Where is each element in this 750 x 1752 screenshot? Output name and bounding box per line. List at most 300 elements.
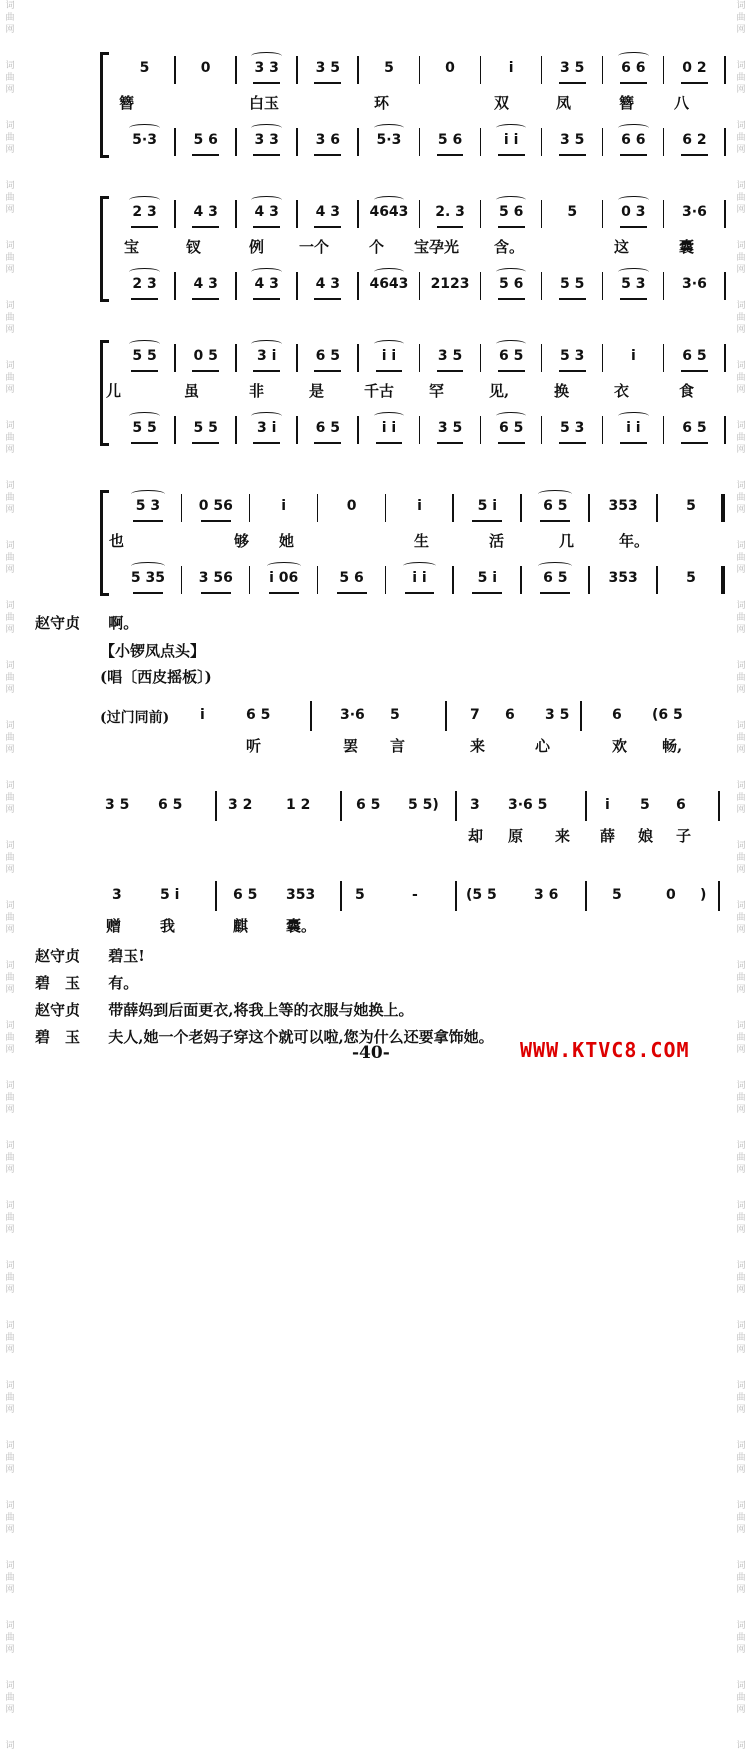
watermark-glyph: 曲 [5, 73, 15, 83]
watermark-glyph: 曲 [736, 73, 746, 83]
bar-line [310, 701, 312, 731]
watermark-glyph: 网 [5, 685, 15, 695]
lyric-syllable: 簪 [619, 94, 635, 112]
watermark-glyph: 网 [736, 1105, 746, 1115]
watermark-glyph: 词 [736, 481, 746, 491]
watermark-glyph: 曲 [5, 673, 15, 683]
watermark-glyph: 网 [5, 925, 15, 935]
watermark-glyph: 网 [5, 745, 15, 755]
speaker-name: 赵守贞 [35, 614, 81, 632]
dialog-text: 夫人,她一个老妈子穿这个就可以啦,您为什么还要拿饰她。 [108, 1028, 494, 1046]
watermark-glyph: 网 [5, 445, 15, 455]
note-group: 6 2 [682, 132, 707, 148]
watermark-glyph: 网 [736, 685, 746, 695]
dialog-line [35, 972, 138, 993]
beam-underline [437, 226, 464, 228]
lyric-syllable: 这 [614, 238, 630, 256]
lyric-syllable: 例 [249, 238, 265, 256]
note-group: i [605, 797, 610, 813]
dialog-text: 有。 [108, 974, 139, 992]
lyric-syllable: 畅, [662, 737, 683, 755]
interlude-marker: (过门同前) [100, 710, 170, 726]
beam-underline [437, 442, 464, 444]
beam-underline [192, 226, 219, 228]
accompaniment-row [114, 276, 725, 306]
bar-line [724, 128, 726, 156]
note-group: 6 6 [621, 132, 646, 148]
note-group: 6 5 [682, 420, 707, 436]
watermark-glyph: 曲 [736, 493, 746, 503]
watermark-glyph: 词 [736, 301, 746, 311]
watermark-glyph: 网 [736, 1525, 746, 1535]
watermark-glyph: 网 [5, 1645, 15, 1655]
note-group: 6 5 [158, 797, 183, 813]
note-group: 5 i [477, 570, 498, 586]
watermark-glyph: 曲 [5, 1393, 15, 1403]
lyric-syllable: 见, [489, 382, 510, 400]
watermark-glyph: 网 [736, 265, 746, 275]
watermark-glyph: 网 [736, 505, 746, 515]
note-group: 0 56 [198, 498, 233, 514]
slur-mark [618, 412, 649, 420]
dialog-text: 啊。 [108, 614, 139, 632]
note-group: 3 56 [198, 570, 233, 586]
lyric-syllable: 簪 [119, 94, 135, 112]
watermark-glyph: 曲 [736, 553, 746, 563]
watermark-glyph: 曲 [736, 1213, 746, 1223]
watermark-glyph: 词 [5, 661, 15, 671]
watermark-glyph: 曲 [5, 313, 15, 323]
watermark-glyph: 网 [736, 445, 746, 455]
speaker-name: 赵守贞 [35, 1001, 81, 1019]
watermark-glyph: 词 [5, 1741, 15, 1751]
watermark-glyph: 网 [736, 1585, 746, 1595]
bar-line [724, 272, 726, 300]
watermark-glyph: 词 [736, 1201, 746, 1211]
note-group: 5 6 [498, 276, 524, 292]
score-system-1 [100, 52, 725, 160]
note-group: 5 6 [193, 132, 218, 148]
note-group: 6 5 [498, 348, 524, 364]
note-group: 3 5 [437, 420, 463, 436]
watermark-glyph: 词 [736, 1621, 746, 1631]
watermark-glyph: 网 [5, 145, 15, 155]
lyric-syllable: 薛 [600, 827, 616, 845]
slur-mark [496, 412, 527, 420]
lyric-syllable: 子 [676, 827, 692, 845]
lyric-syllable: 麒 [233, 917, 249, 935]
beam-underline [620, 298, 647, 300]
watermark-glyph: 词 [736, 721, 746, 731]
watermark-glyph: 词 [5, 1441, 15, 1451]
watermark-glyph: 网 [5, 1225, 15, 1235]
lyric-syllable: 她 [279, 532, 295, 550]
note-group: 5 i [477, 498, 498, 514]
beam-underline [133, 520, 163, 522]
watermark-glyph: 词 [5, 241, 15, 251]
lyric-syllable: 够 [234, 532, 250, 550]
slur-mark [251, 196, 282, 204]
beam-underline [192, 298, 219, 300]
watermark-glyph: 词 [736, 1141, 746, 1151]
beam-underline [314, 154, 341, 156]
left-watermark [2, 0, 18, 1751]
watermark-glyph: 曲 [736, 1453, 746, 1463]
note-group: 6 5 [315, 348, 341, 364]
watermark-glyph: 曲 [736, 1333, 746, 1343]
note-group: 5 3 [135, 498, 161, 514]
watermark-glyph: 曲 [736, 1693, 746, 1703]
lyric-syllable: 却 [468, 827, 484, 845]
note-group: 6 5 [246, 707, 271, 723]
watermark-glyph: 曲 [5, 793, 15, 803]
watermark-glyph: 网 [736, 205, 746, 215]
watermark-glyph: 曲 [5, 1573, 15, 1583]
beam-underline [681, 370, 708, 372]
note-group: 0 5 [193, 348, 218, 364]
watermark-glyph: 词 [5, 421, 15, 431]
watermark-glyph: 词 [736, 661, 746, 671]
lyric-syllable: 我 [160, 917, 176, 935]
lyrics-row [106, 380, 725, 404]
watermark-glyph: 词 [736, 361, 746, 371]
beam-underline [337, 592, 367, 594]
beam-underline [314, 82, 341, 84]
watermark-glyph: 曲 [736, 13, 746, 23]
note-group: 5 6 [339, 570, 364, 586]
watermark-glyph: 曲 [736, 313, 746, 323]
note-group: i [281, 498, 287, 514]
bar-line [580, 701, 582, 731]
beam-underline [681, 154, 708, 156]
note-group: 3 5 [560, 60, 585, 76]
note-group: 3 3 [254, 132, 279, 148]
watermark-glyph: 曲 [736, 1573, 746, 1583]
watermark-glyph: 网 [736, 1045, 746, 1055]
dialog-line [35, 612, 138, 633]
lyric-syllable: 心 [535, 737, 551, 755]
beam-underline [253, 226, 280, 228]
note-group: 3 6 [534, 887, 559, 903]
slur-mark [618, 124, 649, 132]
watermark-glyph: 曲 [5, 1033, 15, 1043]
watermark-glyph: 网 [736, 1645, 746, 1655]
beam-underline [681, 442, 708, 444]
note-group: i i [626, 420, 641, 436]
lyric-syllable: 囊 [679, 238, 695, 256]
watermark-glyph: 网 [5, 865, 15, 875]
beam-underline [559, 442, 586, 444]
watermark-glyph: 词 [5, 181, 15, 191]
slur-mark [129, 268, 160, 276]
watermark-glyph: 词 [5, 1261, 15, 1271]
watermark-glyph: 网 [736, 1465, 746, 1475]
watermark-glyph: 词 [5, 121, 15, 131]
watermark-glyph: 网 [736, 1345, 746, 1355]
watermark-glyph: 网 [736, 25, 746, 35]
note-group: 5 [139, 60, 150, 76]
watermark-glyph: 曲 [736, 1393, 746, 1403]
beam-underline [131, 298, 158, 300]
lyric-syllable: 生 [414, 532, 430, 550]
watermark-glyph: 曲 [5, 253, 15, 263]
lyric-syllable: 白玉 [249, 94, 280, 112]
watermark-glyph: 网 [5, 1525, 15, 1535]
note-group: 0 [445, 60, 455, 76]
note-group: i [630, 348, 636, 364]
watermark-glyph: 曲 [736, 433, 746, 443]
melody-row [114, 498, 725, 528]
watermark-glyph: 曲 [736, 193, 746, 203]
beam-underline [620, 226, 647, 228]
system-brace [100, 52, 109, 158]
note-group: 3 5 [315, 60, 341, 76]
watermark-glyph: 词 [736, 121, 746, 131]
bar-line [445, 701, 447, 731]
beam-underline [131, 370, 158, 372]
beam-underline [559, 82, 586, 84]
note-group: 3 3 [254, 60, 279, 76]
note-group: i 06 [269, 570, 299, 586]
lyric-syllable: 几 [559, 532, 575, 550]
watermark-glyph: 曲 [5, 913, 15, 923]
watermark-glyph: 网 [5, 1585, 15, 1595]
watermark-glyph: 曲 [5, 553, 15, 563]
watermark-glyph: 曲 [5, 1633, 15, 1643]
note-group: i [508, 60, 514, 76]
slur-mark [251, 340, 282, 348]
note-group: 3·6 [682, 204, 707, 220]
note-group: 2. 3 [435, 204, 465, 220]
note-group: 5 6 [498, 204, 524, 220]
watermark-glyph: 词 [5, 1381, 15, 1391]
watermark-glyph: 网 [5, 205, 15, 215]
page-number: -40- [352, 1043, 390, 1063]
watermark-glyph: 网 [5, 1045, 15, 1055]
watermark-glyph: 网 [736, 1285, 746, 1295]
slur-mark [374, 340, 405, 348]
note-group: 6 5 [682, 348, 707, 364]
watermark-glyph: 网 [736, 1225, 746, 1235]
lyric-syllable: 年。 [619, 532, 650, 550]
note-group: 3 i [257, 348, 277, 364]
watermark-glyph: 词 [736, 241, 746, 251]
watermark-glyph: 网 [736, 625, 746, 635]
watermark-glyph: 网 [736, 1705, 746, 1715]
slur-mark [496, 340, 527, 348]
dialog-text: 带薛妈到后面更衣,将我上等的衣服与她换上。 [108, 1001, 414, 1019]
slur-mark [374, 412, 405, 420]
watermark-glyph: 曲 [5, 193, 15, 203]
note-group: (5 5 [466, 887, 497, 903]
beam-underline [498, 370, 525, 372]
bar-line [718, 791, 720, 821]
watermark-glyph: 词 [5, 1, 15, 11]
slur-mark [538, 490, 572, 498]
watermark-glyph: 网 [5, 1285, 15, 1295]
note-group: 3 [470, 797, 480, 813]
lyric-syllable: 千古 [364, 382, 395, 400]
watermark-glyph: 词 [5, 1081, 15, 1091]
slur-mark [251, 412, 282, 420]
beam-underline [540, 592, 570, 594]
note-group: 0 [200, 60, 211, 76]
watermark-glyph: 曲 [5, 433, 15, 443]
note-group: 3 2 [228, 797, 253, 813]
watermark-glyph: 词 [736, 61, 746, 71]
note-group: 5·3 [132, 132, 157, 148]
watermark-glyph: 曲 [736, 613, 746, 623]
lyric-syllable: 凤 [556, 94, 572, 112]
watermark-glyph: 网 [5, 1345, 15, 1355]
lyric-syllable: 钗 [186, 238, 202, 256]
beam-underline [314, 298, 341, 300]
watermark-glyph: 网 [5, 625, 15, 635]
beam-underline [376, 442, 403, 444]
watermark-glyph: 词 [5, 361, 15, 371]
lyrics-row [109, 530, 725, 554]
watermark-glyph: 网 [5, 85, 15, 95]
watermark-glyph: 词 [5, 541, 15, 551]
beam-underline [253, 442, 280, 444]
lyrics-row [114, 236, 725, 260]
watermark-glyph: 词 [736, 1441, 746, 1451]
slur-mark [251, 52, 282, 60]
slur-mark [538, 562, 572, 570]
watermark-glyph: 曲 [5, 1093, 15, 1103]
bar-line [340, 791, 342, 821]
lyric-syllable: 囊。 [286, 917, 317, 935]
final-bar-line [721, 494, 725, 522]
beam-underline [559, 154, 586, 156]
watermark-glyph: 网 [736, 865, 746, 875]
bar-line [724, 200, 726, 228]
beam-underline [472, 592, 502, 594]
lyric-syllable: 娘 [638, 827, 654, 845]
slur-mark [129, 340, 160, 348]
lyric-syllable: 活 [489, 532, 505, 550]
note-group: 4643 [369, 204, 409, 220]
watermark-glyph: 词 [736, 1261, 746, 1271]
beam-underline [437, 154, 464, 156]
note-group: 353 [608, 570, 638, 586]
speaker-name: 碧 玉 [35, 974, 81, 992]
beam-underline [498, 226, 525, 228]
melody-row [114, 60, 725, 90]
lyric-syllable: 罢 [343, 737, 359, 755]
speaker-name: 赵守贞 [35, 947, 81, 965]
watermark-glyph: 曲 [5, 1213, 15, 1223]
watermark-glyph: 词 [736, 421, 746, 431]
beam-underline [540, 520, 570, 522]
beam-underline [681, 82, 708, 84]
beam-underline [253, 370, 280, 372]
note-group: 4 3 [254, 204, 279, 220]
note-group: 5 5 [560, 276, 585, 292]
note-group: 3·6 5 [508, 797, 548, 813]
note-group: 4 3 [254, 276, 279, 292]
beam-underline [620, 82, 647, 84]
watermark-glyph: 网 [5, 385, 15, 395]
beam-underline [269, 592, 299, 594]
watermark-glyph: 曲 [736, 673, 746, 683]
watermark-glyph: 词 [736, 1081, 746, 1091]
beam-underline [314, 442, 341, 444]
watermark-glyph: 词 [736, 901, 746, 911]
note-group: 4 3 [193, 204, 218, 220]
beam-underline [498, 154, 525, 156]
note-group: 5·3 [376, 132, 402, 148]
watermark-glyph: 曲 [5, 373, 15, 383]
bar-line [724, 56, 726, 84]
note-group: i [200, 707, 205, 723]
note-group: 5 3 [560, 348, 585, 364]
note-group: 5 [567, 204, 578, 220]
watermark-glyph: 网 [736, 745, 746, 755]
watermark-glyph: 曲 [5, 733, 15, 743]
note-group: 3·6 [340, 707, 365, 723]
lyric-syllable: 一个 [299, 238, 330, 256]
watermark-glyph: 网 [5, 1405, 15, 1415]
watermark-glyph: 词 [5, 1681, 15, 1691]
beam-underline [559, 370, 586, 372]
site-watermark: WWW.KTVC8.COM [520, 1038, 690, 1062]
note-group: 3 [112, 887, 122, 903]
lyric-syllable: 含。 [494, 238, 525, 256]
note-group: 4 3 [315, 204, 341, 220]
bar-line [724, 416, 726, 444]
slur-mark [618, 268, 649, 276]
beam-underline [133, 592, 163, 594]
watermark-glyph: 词 [5, 301, 15, 311]
watermark-glyph: 词 [736, 541, 746, 551]
lyric-syllable: 个 [369, 238, 385, 256]
note-group: 3 5 [545, 707, 570, 723]
note-group: i i [503, 132, 519, 148]
watermark-glyph: 曲 [736, 853, 746, 863]
system-brace [100, 196, 109, 302]
slur-mark [496, 268, 527, 276]
stage-direction: (唱〔西皮摇板〕) [100, 668, 212, 686]
watermark-glyph: 曲 [736, 1153, 746, 1163]
melody-row [114, 204, 725, 234]
note-group: 6 [676, 797, 686, 813]
lyric-syllable: 来 [470, 737, 486, 755]
watermark-glyph: 词 [5, 1201, 15, 1211]
watermark-glyph: 曲 [736, 973, 746, 983]
note-group: 2 3 [132, 204, 157, 220]
watermark-glyph: 曲 [736, 1513, 746, 1523]
watermark-glyph: 词 [5, 61, 15, 71]
watermark-glyph: 曲 [5, 1153, 15, 1163]
note-group: 3·6 [682, 276, 707, 292]
watermark-glyph: 网 [736, 325, 746, 335]
dialog-text: 碧玉! [108, 947, 145, 965]
note-group: i i [381, 420, 397, 436]
note-group: 1 2 [286, 797, 311, 813]
watermark-glyph: 网 [736, 985, 746, 995]
note-group: 5 3 [621, 276, 646, 292]
watermark-glyph: 词 [736, 1381, 746, 1391]
watermark-glyph: 词 [5, 1621, 15, 1631]
accompaniment-row [114, 570, 725, 600]
note-group: 6 5 [315, 420, 341, 436]
watermark-glyph: 词 [736, 1021, 746, 1031]
watermark-glyph: 词 [5, 1321, 15, 1331]
note-group: 4 3 [315, 276, 341, 292]
watermark-glyph: 词 [5, 601, 15, 611]
note-group: 5 35 [130, 570, 165, 586]
